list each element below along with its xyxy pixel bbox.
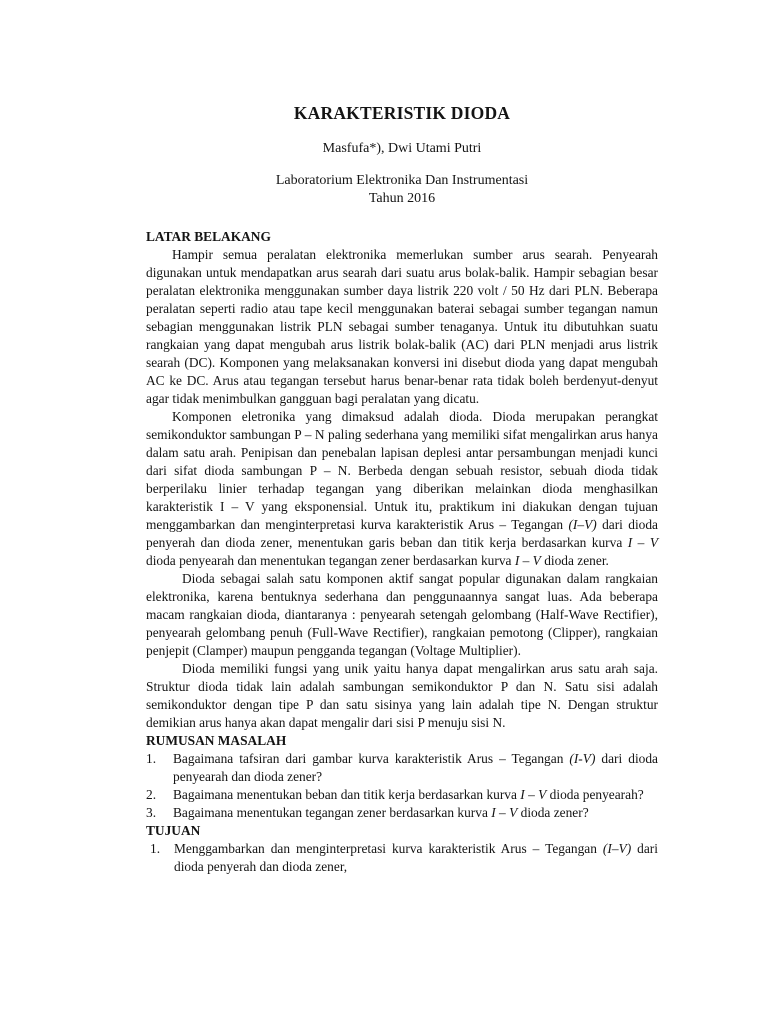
authors: Masfufa*), Dwi Utami Putri [322, 141, 482, 156]
list-text: Bagaimana tafsiran dari gambar kurva karakteristik Arus – Tegangan [173, 751, 570, 766]
paragraph-latar-2 [146, 408, 658, 570]
list-number: 2. [146, 787, 157, 802]
list-text: Menggambarkan dan menginterpretasi kurva karakteristik Arus – Tegangan [174, 841, 603, 856]
list-item [146, 786, 658, 804]
document-page [146, 98, 658, 876]
paper-title: KARAKTERISTIK DIODA [293, 103, 511, 123]
rumusan-list [146, 750, 658, 822]
year: Tahun 2016 [368, 191, 436, 206]
paragraph-latar-2-part-c: dioda penyearah dan menentukan tegangan zener berdasarkan kurva [146, 553, 515, 568]
list-number: 1. [150, 841, 161, 856]
iv-notation: I – V [514, 553, 541, 568]
iv-notation: I – V [491, 805, 518, 820]
affiliation: Laboratorium Elektronika Dan Instrumentasi [275, 173, 529, 188]
list-text: dari dioda penyerah dan dioda zener, [174, 841, 658, 874]
iv-notation: (I–V) [568, 517, 597, 532]
iv-notation: (I–V) [602, 841, 632, 856]
list-text: Bagaimana menentukan beban dan titik kerja berdasarkan kurva [173, 787, 521, 802]
paragraph-latar-2-part-b: dari dioda penyerah dan dioda zener, menentukan garis beban dan titik kerja berdasarkan kurva [146, 517, 659, 550]
list-item [146, 840, 658, 876]
paragraph-latar-2-part-a: Komponen eletronika yang dimaksud adalah dioda. Dioda merupakan perangkat semikonduktor sambungan P – N paling sederhana yang memiliki sifat mengalirkan arus hanya dalam satu arah. Penipisan dan penebalan lapisan deplesi antar persambungan menjadi kunci dari sifat dioda sambungan P – N. Berbeda dengan sebuah resistor, sebuah dioda tidak berperilaku linier terhadap tegangan yang diberikan melainkan dioda menghasilkan karakteristik I – V yang eksponensial. Untuk itu, praktikum ini diakukan dengan tujuan menggambarkan dan menginterpretasi kurva karakteristik Arus – Tegangan [146, 409, 658, 532]
section-heading-latar-belakang: LATAR BELAKANG [146, 229, 271, 244]
list-text: Bagaimana menentukan tegangan zener berdasarkan kurva [173, 805, 492, 820]
iv-notation: I – V [520, 787, 547, 802]
iv-notation: (I-V) [569, 751, 596, 766]
list-text: dioda penyearah? [546, 787, 644, 802]
iv-notation: I – V [627, 535, 659, 550]
tujuan-list [146, 840, 658, 876]
list-text: dioda zener? [517, 805, 589, 820]
list-number: 3. [146, 805, 157, 820]
paragraph-latar-2-part-d: dioda zener. [540, 553, 609, 568]
list-number: 1. [146, 751, 157, 766]
paragraph-latar-4: Dioda memiliki fungsi yang unik yaitu hanya dapat mengalirkan arus satu arah saja. Struktur dioda tidak lain adalah sambungan semikonduktor P dan N. Satu sisi adalah semikonduktor dengan tipe P dan satu sisinya yang lain adalah tipe N. Dengan struktur demikian arus hanya akan dapat mengalir dari sisi P menuju sisi N. [146, 661, 658, 730]
list-item [146, 750, 658, 786]
list-item [146, 804, 658, 822]
paragraph-latar-1: Hampir semua peralatan elektronika memerlukan sumber arus searah. Penyearah digunakan untuk mendapatkan arus searah dari suatu arus bolak-balik. Hampir sebagian besar peralatan elektronika menggunakan sumber daya listrik 220 volt / 50 Hz dari PLN. Beberapa peralatan seperti radio atau tape kecil menggunakan baterai sebagai sumber tegangan namun sebagian menggunakan listrik PLN sebagai sumber tenaganya. Untuk itu dibutuhkan suatu rangkaian yang dapat mengubah arus listrik bolak-balik (AC) dari PLN menjadi arus listrik searah (DC). Komponen yang melaksanakan konversi ini disebut dioda yang dapat mengubah AC ke DC. Arus atau tegangan tersebut harus benar-benar rata tidak boleh berdenyut-denyut agar tidak menimbulkan gangguan bagi peralatan yang dicatu. [146, 247, 658, 406]
section-heading-rumusan-masalah: RUMUSAN MASALAH [146, 733, 287, 748]
paragraph-latar-3: Dioda sebagai salah satu komponen aktif sangat popular digunakan dalam rangkaian elektronika, karena bentuknya sederhana dan penggunaannya sangat luas. Ada beberapa macam rangkaian dioda, diantaranya : penyearah setengah gelombang (Half-Wave Rectifier), penyearah gelombang penuh (Full-Wave Rectifier), rangkaian pemotong (Clipper), rangkaian penjepit (Clamper) maupun pengganda tegangan (Voltage Multiplier). [146, 571, 658, 658]
section-heading-tujuan: TUJUAN [146, 823, 201, 838]
list-text: dari dioda penyearah dan dioda zener? [173, 751, 658, 784]
